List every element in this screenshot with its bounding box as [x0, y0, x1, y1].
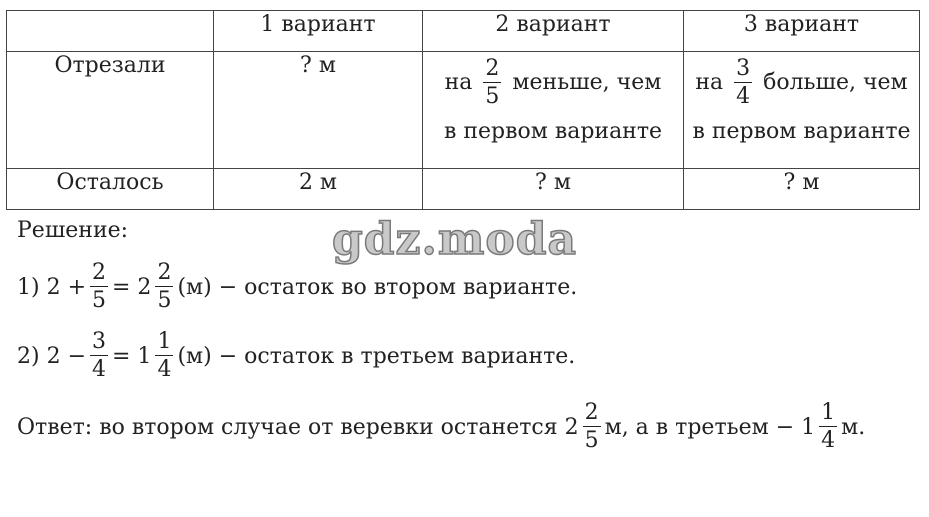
fraction-numerator: 2: [584, 400, 599, 425]
fraction-numerator: 2: [92, 260, 106, 285]
variant-3-cut-line-2: в первом варианте: [692, 119, 911, 144]
step-1-suffix: (м) − остаток во втором варианте.: [177, 274, 578, 300]
variant-3-prefix: на: [695, 70, 724, 95]
row-cut-variant-3: [684, 52, 920, 169]
watermark-logo: gdz.moda: [332, 214, 578, 265]
fraction-two-fifths: [483, 58, 501, 108]
solution-step-1: [17, 262, 577, 312]
fraction-denominator: 5: [92, 288, 106, 313]
fraction-numerator: 1: [821, 400, 836, 425]
step-2-suffix: (м) − остаток в третьем варианте.: [177, 343, 576, 369]
variant-3-suffix: больше, чем: [763, 70, 908, 95]
solution-step-2: [17, 331, 575, 381]
fraction-denominator: 4: [821, 428, 836, 453]
header-cell-empty: [7, 11, 214, 52]
variant-2-suffix: меньше, чем: [512, 70, 662, 95]
fraction-denominator: 4: [736, 84, 751, 109]
fraction-three-quarters: [734, 58, 752, 108]
header-cell-variant-2: 2 вариант: [423, 11, 684, 52]
fraction-denominator: 4: [92, 357, 106, 382]
answer-middle: м, а в третьем − 1: [604, 414, 816, 440]
row-left: [7, 169, 920, 210]
header-row: [7, 11, 920, 52]
row-cut-variant-1: ? м: [214, 52, 423, 169]
step-1-prefix: 1) 2 +: [17, 274, 86, 300]
row-left-variant-2: ? м: [423, 169, 684, 210]
fraction-denominator: 5: [157, 288, 172, 313]
fraction-numerator: 1: [157, 329, 172, 354]
solution-answer: [17, 402, 865, 452]
answer-fraction-1: [583, 402, 601, 452]
variant-3-cut-line-1: [688, 58, 915, 108]
step-2-equals: = 1: [112, 343, 152, 369]
row-cut-variant-2: [423, 52, 684, 169]
fraction-numerator: 3: [92, 329, 106, 354]
step-2-fraction-1: [90, 331, 108, 381]
variant-2-prefix: на: [444, 70, 473, 95]
row-left-variant-1: 2 м: [214, 169, 423, 210]
header-cell-variant-1: 1 вариант: [214, 11, 423, 52]
fraction-numerator: 2: [157, 260, 172, 285]
answer-prefix: Ответ: во втором случае от веревки останется 2: [17, 414, 579, 440]
row-left-variant-3: ? м: [684, 169, 920, 210]
variant-2-cut-line-2: в первом варианте: [443, 119, 663, 144]
fraction-denominator: 4: [157, 357, 172, 382]
step-1-fraction-2: [155, 262, 173, 312]
step-1-equals: = 2: [112, 274, 152, 300]
step-2-prefix: 2) 2 −: [17, 343, 86, 369]
step-2-fraction-2: [155, 331, 173, 381]
answer-suffix: м.: [841, 414, 866, 440]
solution-heading: Решение:: [17, 218, 129, 243]
fraction-numerator: 2: [485, 56, 500, 81]
fraction-denominator: 5: [584, 428, 599, 453]
header-cell-variant-3: 3 вариант: [684, 11, 920, 52]
fraction-denominator: 5: [485, 84, 500, 109]
row-cut: [7, 52, 920, 169]
variants-table: [6, 10, 920, 210]
variant-2-cut-line-1: [427, 58, 679, 108]
step-1-fraction-1: [90, 262, 108, 312]
fraction-numerator: 3: [736, 56, 751, 81]
answer-fraction-2: [819, 402, 837, 452]
row-cut-label: Отрезали: [7, 52, 214, 169]
row-left-label: Осталось: [7, 169, 214, 210]
